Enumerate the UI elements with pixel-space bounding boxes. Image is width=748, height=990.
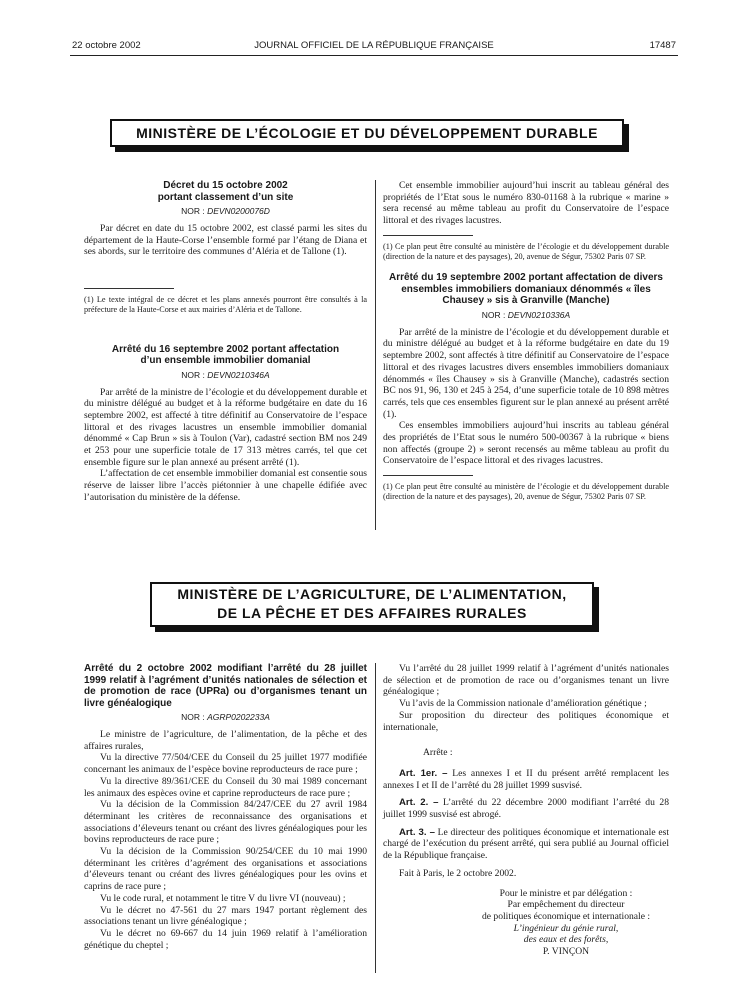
journal-title: JOURNAL OFFICIEL DE LA RÉPUBLIQUE FRANÇAISE	[254, 40, 494, 51]
arrete16-footnote: (1) Ce plan peut être consulté au ministère de l’écologie et du développement durable (direction de la nature et des paysages), 20, avenue de Ségur, 75302 Paris 07 SP.	[383, 241, 669, 262]
arrete16-paragraph-2: L’affectation de cet ensemble immobilier domanial est consentie sous réserve de laisser libre l’accès piétonnier à une chapelle édifiée avec l’autorisation du ministère de la défense.	[84, 468, 367, 503]
arrete2oct-nor: NOR : AGRP0202233A	[181, 712, 270, 722]
signatory-name: P. VINÇON	[542, 946, 590, 958]
decret-footnote: (1) Le texte intégral de ce décret et les plans annexés pourront être consultés à la préfecture de la Haute-Corse et aux mairies d’Aléria et de Tallone.	[84, 295, 367, 315]
article-1: Art. 1er. – Les annexes I et II du présent arrêté remplacent les annexes I et II de l’arrêté du 28 juillet 1999 susvisé.	[383, 767, 669, 791]
ministry-agriculture-banner: MINISTÈRE DE L’AGRICULTURE, DE L’ALIMENTATION, DE LA PÊCHE ET DES AFFAIRES RURALES	[150, 582, 594, 627]
arrete19-title: Arrêté du 19 septembre 2002 portant affectation de divers ensembles immobiliers domaniaux dénommés « îles Chausey » sis à Granville (Manche)	[389, 272, 663, 307]
arrete16-title: Arrêté du 16 septembre 2002 portant affectation d’un ensemble immobilier domanial	[111, 343, 340, 367]
article-2: Art. 2. – L’arrêté du 22 décembre 2000 modifiant l’arrêté du 28 juillet 1999 susvisé est abrogé.	[383, 797, 669, 821]
visa-3: Sur proposition du directeur des politiques économique et internationale,	[383, 709, 669, 733]
done-at: Fait à Paris, le 2 octobre 2002.	[399, 867, 517, 879]
visa-2: Vu l’avis de la Commission nationale d’amélioration génétique ;	[399, 698, 647, 710]
arrete16-paragraph-1: Par arrêté de la ministre de l’écologie et du développement durable et du ministre délégué au budget et à la réforme budgétaire en date du 16 septembre 2002, est affecté à titre définitif au Conservatoire de l’espace littoral et des rivages lacustres un ensemble immobilier domanial dénommé « Cap Brun » sis à Toulon (Var), cadastré section BM nos 249 et 253 pour une superficie totale de 17 313 mètres carrés, tel que cet ensemble figure sur le plan annexé au présent arrêté (1).	[84, 386, 367, 468]
arrete16-nor: NOR : DEVN0210346A	[181, 369, 270, 380]
arrete16-paragraph-3: Cet ensemble immobilier aujourd’hui inscrit au tableau général des propriétés de l’Etat sous le numéro 830-01168 à la rubrique « marine » sera recensé au même tableau au profit du Conservatoire de l’espace littoral et des rivages lacustres.	[383, 180, 669, 227]
left-column-lower	[84, 663, 367, 951]
right-column-upper	[383, 180, 669, 503]
arrete-label: Arrête :	[423, 747, 453, 759]
header-date: 22 octobre 2002	[72, 40, 141, 51]
visa-1: Vu l’arrêté du 28 juillet 1999 relatif à l’agrément d’unités nationales de sélection et de promotion de race ou d’organismes tenant un livre généalogique ;	[383, 663, 669, 698]
footnote-rule	[84, 288, 174, 289]
decret-nor: NOR : DEVN0200076D	[181, 206, 270, 216]
footnote-rule	[383, 475, 473, 476]
signature-block: Pour le ministre et par délégation : Par empêchement du directeur de politiques économique et internationale : L’ingénieur du génie rural, des eaux et des forêts, P. VINÇON	[463, 888, 669, 958]
column-separator	[375, 663, 376, 973]
arrete19-paragraph-2: Ces ensembles immobiliers aujourd’hui inscrits au tableau général des propriétés de l’Etat sous le numéro 500-00367 à la rubrique « biens non affectés (groupe 2) » seront recensés au même tableau au profit du Conservatoire de l’espace littoral et des rivages lacustres.	[383, 420, 669, 467]
considerant-1: Le ministre de l’agriculture, de l’alimentation, de la pêche et des affaires rurales,	[84, 729, 367, 752]
considerant-8: Vu le décret no 69-667 du 14 juin 1969 relatif à l’amélioration génétique du cheptel ;	[84, 927, 367, 951]
arrete19-paragraph-1: Par arrêté de la ministre de l’écologie et du développement durable et du ministre délégué au budget et à la réforme budgétaire en date du 19 septembre 2002, sont affectés à titre définitif au Conservatoire de l’espace littoral et des rivages lacustres divers ensembles immobiliers domaniaux dénommés « îles Chausey » sis à Granville (Manche), cadastrés section BC nos 91, 96, 130 et 245 à 254, d’une superficie totale de 10 898 mètres carrés, tels que ces ensembles figurent sur le plan annexé au présent arrêté (1).	[383, 326, 669, 420]
page-number: 17487	[649, 40, 676, 51]
considerant-3: Vu la directive 89/361/CEE du Conseil du 30 mai 1989 concernant les animaux des espèces ovine et caprine reproducteurs de race pure ;	[84, 775, 367, 799]
decret-title: Décret du 15 octobre 2002 portant classement d’un site	[157, 180, 294, 203]
arrete19-nor: NOR : DEVN0210336A	[481, 309, 571, 320]
right-column-lower	[383, 663, 669, 958]
ministry-ecologie-banner: MINISTÈRE DE L’ÉCOLOGIE ET DU DÉVELOPPEMENT DURABLE	[110, 119, 624, 147]
article-3: Art. 3. – Le directeur des politiques économique et internationale est chargé de l’exécution du présent arrêté, qui sera publié au Journal officiel de la République française.	[383, 826, 669, 862]
header-rule	[70, 55, 678, 56]
arrete2oct-title: Arrêté du 2 octobre 2002 modifiant l’arrêté du 28 juillet 1999 relatif à l’agrément d’unités nationales de sélection et de promotion de race (UPRa) ou d’organismes tenant un livre généalogique	[84, 663, 367, 709]
arrete19-footnote: (1) Ce plan peut être consulté au ministère de l’écologie et du développement durable (direction de la nature et des paysages), 20, avenue de Ségur, 75302 Paris 07 SP.	[383, 482, 669, 502]
considerant-7: Vu le décret no 47-561 du 27 mars 1947 portant règlement des associations tenant un livre généalogique ;	[84, 904, 367, 928]
considerant-2: Vu la directive 77/504/CEE du Conseil du 25 juillet 1977 modifiée concernant les animaux de l’espèce bovine reproducteurs de race pure ;	[84, 752, 367, 776]
considerant-5: Vu la décision de la Commission 90/254/CEE du 10 mai 1990 déterminant les critères d’agrément des organisations et associations d’éleveurs tenant ou créant des livres généalogiques pour les ovins et caprins de race pure ;	[84, 846, 367, 893]
left-column-upper	[84, 180, 367, 504]
column-separator	[375, 180, 376, 530]
considerant-6: Vu le code rural, et notamment le titre V du livre VI (nouveau) ;	[100, 892, 346, 904]
footnote-rule	[383, 235, 473, 236]
decret-body: Par décret en date du 15 octobre 2002, est classé parmi les sites du département de la Haute-Corse l’ensemble formé par l’étang de Diana et ses abords, sur le territoire des communes d’Aléria et de Tallone (1).	[84, 223, 367, 258]
considerant-4: Vu la décision de la Commission 84/247/CEE du 27 avril 1984 déterminant les critères de reconnaissance des organisations et associations d’éleveurs tenant ou créant des livres généalogiques pour les bovins reproducteurs de race pure ;	[84, 799, 367, 846]
